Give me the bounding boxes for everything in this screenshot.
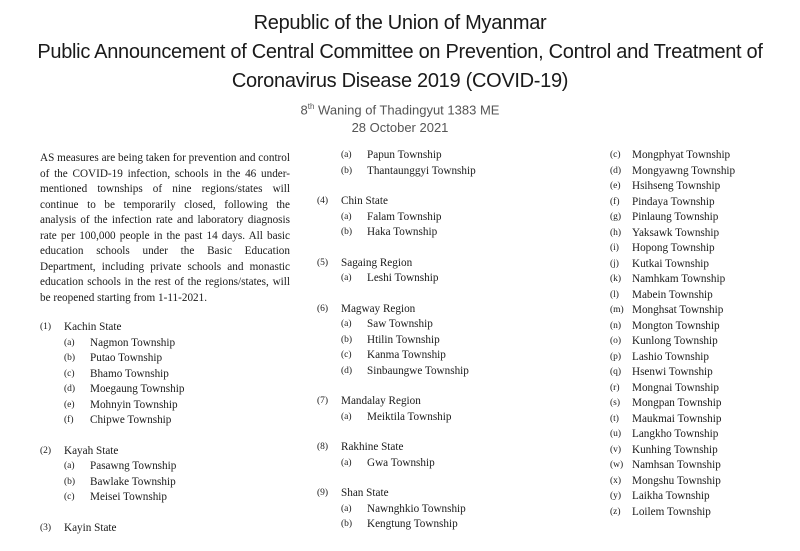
township-item xyxy=(610,148,790,164)
township-name: Pindaya Township xyxy=(632,195,715,208)
township-item xyxy=(610,288,790,304)
township-name: Namhsan Township xyxy=(632,459,721,471)
township-item xyxy=(610,427,790,443)
region-heading xyxy=(317,486,577,502)
township-name: Kunlong Township xyxy=(632,335,718,347)
item-letter: (o) xyxy=(610,336,622,346)
township-name: Mongshu Township xyxy=(632,474,721,487)
township-name: Bawlake Township xyxy=(90,475,176,488)
township-item xyxy=(610,396,790,412)
township-name: Papun Township xyxy=(367,149,442,161)
township-item xyxy=(610,257,790,273)
township-item xyxy=(317,148,577,164)
township-name: Kunhing Township xyxy=(632,443,718,456)
township-item xyxy=(610,334,790,350)
township-item xyxy=(317,210,577,226)
township-item xyxy=(610,381,790,397)
region-name: Kayah State xyxy=(64,444,119,457)
township-name: Hsenwi Township xyxy=(632,366,713,378)
township-item xyxy=(40,382,290,398)
item-letter: (a) xyxy=(341,319,352,329)
item-letter: (a) xyxy=(64,461,75,471)
township-name: Yaksawk Township xyxy=(632,226,720,239)
date-ordinal-suffix: th xyxy=(307,102,315,111)
township-item xyxy=(610,164,790,180)
item-letter: (r) xyxy=(610,382,620,393)
township-item xyxy=(40,459,290,475)
township-item xyxy=(40,351,290,367)
region-section xyxy=(40,521,290,537)
township-name: Mabein Township xyxy=(632,288,713,301)
item-letter: (c) xyxy=(64,368,75,379)
township-name: Pinlaung Township xyxy=(632,211,719,223)
township-name: Namhkam Township xyxy=(632,273,726,285)
item-letter: (e) xyxy=(64,399,75,410)
document-title-line-2: Public Announcement of Central Committee on Prevention, Control and Treatment of xyxy=(37,41,763,63)
region-name: Kachin State xyxy=(64,321,122,333)
region-number: (1) xyxy=(40,322,52,332)
township-name: Hopong Township xyxy=(632,242,715,254)
region-section xyxy=(317,302,577,380)
township-item xyxy=(40,413,290,429)
item-letter: (k) xyxy=(610,274,622,284)
region-heading xyxy=(40,320,290,336)
item-letter: (t) xyxy=(610,413,619,424)
township-item xyxy=(40,398,290,414)
township-item xyxy=(40,490,290,506)
column-1 xyxy=(40,151,290,551)
item-letter: (a) xyxy=(341,150,352,160)
item-letter: (a) xyxy=(341,503,352,514)
township-item xyxy=(40,367,290,383)
item-letter: (b) xyxy=(341,165,353,176)
region-name: Magway Region xyxy=(341,302,416,315)
date-day: 8 xyxy=(300,102,308,118)
myanmar-calendar-date xyxy=(0,102,800,117)
township-item xyxy=(317,225,577,241)
township-item xyxy=(317,517,577,533)
township-name: Bhamo Township xyxy=(90,367,169,380)
township-name: Moegaung Township xyxy=(90,383,185,395)
township-name: Kanma Township xyxy=(367,349,446,361)
item-letter: (e) xyxy=(610,181,621,191)
township-item xyxy=(317,348,577,364)
township-name: Nagmon Township xyxy=(90,336,176,349)
township-item xyxy=(610,443,790,459)
township-name: Pasawng Township xyxy=(90,460,177,472)
item-letter: (a) xyxy=(64,337,75,348)
region-section xyxy=(317,394,577,425)
region-heading xyxy=(317,440,577,456)
township-name: Hsihseng Township xyxy=(632,180,721,192)
document-title-line-1: Republic of the Union of Myanmar xyxy=(253,12,547,34)
region-heading xyxy=(317,394,577,410)
township-item xyxy=(610,179,790,195)
township-item xyxy=(610,474,790,490)
township-name: Kengtung Township xyxy=(367,518,458,530)
region-number: (7) xyxy=(317,396,329,406)
region-section xyxy=(40,320,290,429)
township-name: Thantaunggyi Township xyxy=(367,164,476,177)
item-letter: (s) xyxy=(610,398,621,408)
region-heading xyxy=(40,521,290,537)
region-heading xyxy=(317,302,577,318)
township-item xyxy=(610,489,790,505)
item-letter: (v) xyxy=(610,444,622,455)
township-item xyxy=(610,350,790,366)
township-item xyxy=(610,303,790,319)
township-name: Kutkai Township xyxy=(632,257,710,270)
township-item xyxy=(317,164,577,180)
col3-item-list xyxy=(610,148,790,520)
item-letter: (l) xyxy=(610,289,619,300)
township-item xyxy=(610,272,790,288)
region-number: (9) xyxy=(317,488,329,498)
township-name: Htilin Township xyxy=(367,333,440,346)
township-name: Mongpan Township xyxy=(632,397,722,409)
item-letter: (c) xyxy=(341,350,352,360)
region-number: (2) xyxy=(40,445,52,456)
township-name: Chipwe Township xyxy=(90,414,172,426)
township-item xyxy=(610,226,790,242)
township-name: Mongphyat Township xyxy=(632,149,731,161)
region-name: Chin State xyxy=(341,195,388,207)
column-2 xyxy=(317,148,577,548)
township-name: Sinbaungwe Township xyxy=(367,364,469,377)
col1-section-list xyxy=(40,320,290,536)
township-name: Lashio Township xyxy=(632,350,710,363)
col2-continued-items xyxy=(317,148,577,179)
township-item xyxy=(610,210,790,226)
township-name: Monghsat Township xyxy=(632,304,724,316)
item-letter: (x) xyxy=(610,475,622,486)
township-name: Mongton Township xyxy=(632,319,720,332)
item-letter: (b) xyxy=(341,519,353,529)
item-letter: (n) xyxy=(610,320,622,331)
township-name: Mongyawng Township xyxy=(632,164,736,177)
township-item xyxy=(610,195,790,211)
township-name: Meiktila Township xyxy=(367,410,452,423)
item-letter: (c) xyxy=(64,492,75,502)
document-title-line-3: Coronavirus Disease 2019 (COVID-19) xyxy=(231,70,569,92)
township-item xyxy=(317,364,577,380)
item-letter: (b) xyxy=(64,476,76,487)
item-letter: (p) xyxy=(610,351,622,362)
township-item xyxy=(317,410,577,426)
region-section xyxy=(317,486,577,533)
township-item xyxy=(610,319,790,335)
region-number: (4) xyxy=(317,196,329,206)
township-item xyxy=(40,475,290,491)
item-letter: (h) xyxy=(610,227,622,238)
region-heading xyxy=(317,194,577,210)
item-letter: (i) xyxy=(610,243,619,253)
date-month-year: Waning of Thadingyut 1383 ME xyxy=(314,102,500,118)
township-item xyxy=(317,333,577,349)
township-item xyxy=(610,458,790,474)
item-letter: (c) xyxy=(610,150,621,160)
item-letter: (a) xyxy=(341,457,352,468)
township-name: Loilem Township xyxy=(632,505,711,518)
township-name: Mongnai Township xyxy=(632,381,719,394)
item-letter: (a) xyxy=(341,273,352,283)
item-letter: (b) xyxy=(64,353,76,363)
region-section xyxy=(40,444,290,506)
item-letter: (a) xyxy=(341,411,352,422)
item-letter: (z) xyxy=(610,506,621,517)
column-3 xyxy=(610,148,790,520)
region-name: Sagaing Region xyxy=(341,256,413,269)
township-item xyxy=(610,241,790,257)
township-name: Nawnghkio Township xyxy=(367,502,466,515)
township-item xyxy=(317,456,577,472)
region-name: Shan State xyxy=(341,487,389,499)
region-number: (5) xyxy=(317,257,329,268)
item-letter: (w) xyxy=(610,460,624,470)
township-name: Falam Township xyxy=(367,210,442,223)
item-letter: (g) xyxy=(610,212,622,222)
region-name: Rakhine State xyxy=(341,441,404,453)
item-letter: (d) xyxy=(610,165,622,176)
township-name: Laikha Township xyxy=(632,490,710,502)
gregorian-date: 28 October 2021 xyxy=(351,120,449,135)
township-name: Maukmai Township xyxy=(632,412,722,425)
township-item xyxy=(317,317,577,333)
item-letter: (m) xyxy=(610,305,624,315)
item-letter: (d) xyxy=(64,384,76,394)
township-name: Leshi Township xyxy=(367,272,439,284)
township-item xyxy=(40,336,290,352)
township-item xyxy=(610,505,790,521)
item-letter: (j) xyxy=(610,258,619,269)
region-section xyxy=(317,194,577,241)
item-letter: (a) xyxy=(341,211,352,222)
township-name: Saw Township xyxy=(367,318,433,330)
item-letter: (d) xyxy=(341,365,353,376)
region-number: (8) xyxy=(317,442,329,452)
item-letter: (b) xyxy=(341,334,353,345)
item-letter: (u) xyxy=(610,429,622,439)
col2-section-list xyxy=(317,194,577,533)
item-letter: (f) xyxy=(64,415,74,425)
item-letter: (y) xyxy=(610,491,622,501)
item-letter: (q) xyxy=(610,367,622,377)
township-name: Mohnyin Township xyxy=(90,398,178,411)
region-section xyxy=(317,440,577,471)
township-item xyxy=(610,412,790,428)
township-item xyxy=(317,271,577,287)
region-heading xyxy=(317,256,577,272)
intro-paragraph: AS measures are being taken for prevention and control of the COVID-19 infection, schools in the 46 under-mentioned townships of nine regions/states will continue to be temporarily closed, following the analysis of the infection rate and laboratory diagnosis rate per 100,000 people in the past 14 days. All basic education schools under the Basic Education Department, including private schools and monastic education schools in the rest of the regions/states, will be reopened starting from 1-11-2021. xyxy=(40,152,290,304)
region-section xyxy=(317,256,577,287)
township-name: Haka Township xyxy=(367,226,438,238)
region-name: Kayin State xyxy=(64,521,117,534)
region-heading xyxy=(40,444,290,460)
item-letter: (b) xyxy=(341,227,353,237)
region-name: Mandalay Region xyxy=(341,395,421,407)
township-name: Meisei Township xyxy=(90,491,168,503)
item-letter: (f) xyxy=(610,196,620,207)
township-item xyxy=(317,502,577,518)
region-number: (3) xyxy=(40,522,52,533)
township-item xyxy=(610,365,790,381)
township-name: Putao Township xyxy=(90,352,163,364)
region-number: (6) xyxy=(317,303,329,314)
township-name: Langkho Township xyxy=(632,428,719,440)
township-name: Gwa Township xyxy=(367,456,435,469)
